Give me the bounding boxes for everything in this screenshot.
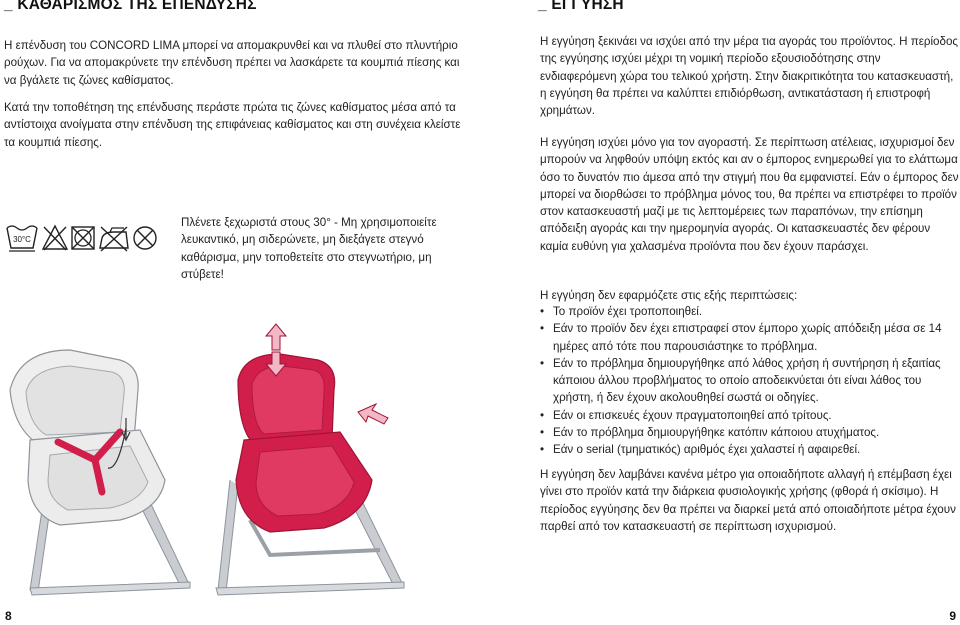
list-item: • Εάν το προϊόν δεν έχει επιστραφεί στον έμπορο χωρίς απόδειξη μέσα σε 14 ημέρες από τότε που παρουσιάστηκε το πρόβλημα. [540,320,960,355]
warranty-heading: _ ΕΓΓΥΗΣΗ [538,0,624,14]
page-number-left: 8 [5,609,12,623]
cover-removal-icon [216,324,404,595]
list-item: • Εάν οι επισκευές έχουν πραγματοποιηθεί από τρίτους. [540,407,960,424]
page-number-right: 9 [949,609,956,623]
warranty-exclusions-intro: Η εγγύηση δεν εφαρμόζετε στις εξής περιπτώσεις: [540,289,798,302]
list-item: • Το προϊόν έχει τροποποιηθεί. [540,303,960,320]
cleaning-paragraph-2: Κατά την τοποθέτηση της επένδυσης περάστε πρώτα τις ζώνες καθίσματος μέσα από τα αντίστοιχα ανοίγματα στην επένδυση της επιφάνειας καθίσματος και στη συνέχεια κλείστε τα κουμπιά πίεσης. [4,101,461,149]
warranty-paragraph-2: Η εγγύηση ισχύει μόνο για τον αγοραστή. Σε περίπτωση ατέλειας, ισχυρισμοί δεν μπορούν να ληφθούν υπόψη εκτός και αν ο έμπορος ενημερωθεί για το ελάττωμα όσο το δυνατόν πιο άμεσα από την στιγμή που θα εμφανιστεί. Εάν ο έμπορος δεν μπορεί να διορθώσει το πρόβλημα μόνος του, θα πρέπει να επιστρέφει το προϊόν στον κατασκευαστή μαζί με τις λεπτομέρειες των παραπόνων, την επίσημη απόδειξη αγοράς και την ημερομηνία αγοράς. Οι κατασκευαστές δεν φέρουν καμία ευθύνη για χαλασμένα προϊόντα που δεν έχουν παράσχει. [540,136,959,253]
cleaning-heading: _ ΚΑΘΑΡΙΣΜΟΣ ΤΗΣ ΕΠΕΝΔΥΣΗΣ [4,0,257,14]
warranty-paragraph-4: Η εγγύηση δεν λαμβάνει κανένα μέτρο για οποιαδήποτε αλλαγή ή επέμβαση έχει γίνει στο προϊόν κατά την διάρκεια φυσιολογικής χρήσης (φθορά ή σκίσιμο). Η περίοδος εγγύησης δεν θα πρέπει να διαρκεί μετά από οποιαδήποτε μέτρα έχουν παρθεί από τον κατασκευαστή σε περίπτωση ισχυρισμού. [540,468,956,533]
warranty-exclusions-list [540,303,960,459]
seat-cover-illustration [0,320,480,620]
warranty-paragraph-1: Η εγγύηση ξεκινάει να ισχύει από την μέρα τια αγοράς του προϊόντος. Η περίοδος της εγγύησης ισχύει μέχρι τη νομική περίοδο εξουσιοδότησης στην ενδιαφερόμενη χώρα του τελικού χρήστη. Στην διακριτικότητα του κατασκευαστή, η εγγύηση θα πρέπει να καλύπτει επιδιόρθωση, αντικατάσταση ή επιστροφή χρημάτων. [540,35,958,118]
care-instructions: Πλένετε ξεχωριστά στους 30° - Μη χρησιμοποιείτε λευκαντικό, μη σιδερώνετε, μη διεξάγετε στεγνό καθάρισμα, μην τοποθετείτε στο στεγνωτήριο, μη στύβετε! [181,216,437,281]
no-tumble-dry-icon [72,227,94,249]
page-right [480,0,960,625]
no-iron-icon [100,227,128,251]
no-dry-clean-icon [134,227,156,249]
no-bleach-icon [43,226,67,250]
list-item: • Εάν το πρόβλημα δημιουργήθηκε κατόπιν κάποιου ατυχήματος. [540,424,960,441]
list-item: • Εάν το πρόβλημα δημιουργήθηκε από λάθος χρήση ή συντήρηση ή εξαιτίας κάποιου άλλου προβλήματος το οποίο αποδεικνύεται ότι είναι λάθος του χρήστη, ή δεν έχουν ακολουθηθεί σωστά οι οδηγίες. [540,355,960,407]
list-item: • Εάν ο serial (τμηματικός) αριθμός έχει χαλαστεί ή αφαιρεθεί. [540,441,960,458]
cleaning-paragraph-1: Η επένδυση του CONCORD LIMA μπορεί να απομακρυνθεί και να πλυθεί στο πλυντήριο ρούχων. Για να απομακρύνετε την επένδυση πρέπει να λασκάρετε τα κουμπιά πίεσης και να βγάλετε τις ζώνες καθίσματος. [4,39,460,87]
wash-30-icon [7,226,37,251]
care-symbols [6,222,158,254]
bouncer-with-cover-icon [10,350,190,595]
wash-temp-label: 30°C [13,235,31,244]
